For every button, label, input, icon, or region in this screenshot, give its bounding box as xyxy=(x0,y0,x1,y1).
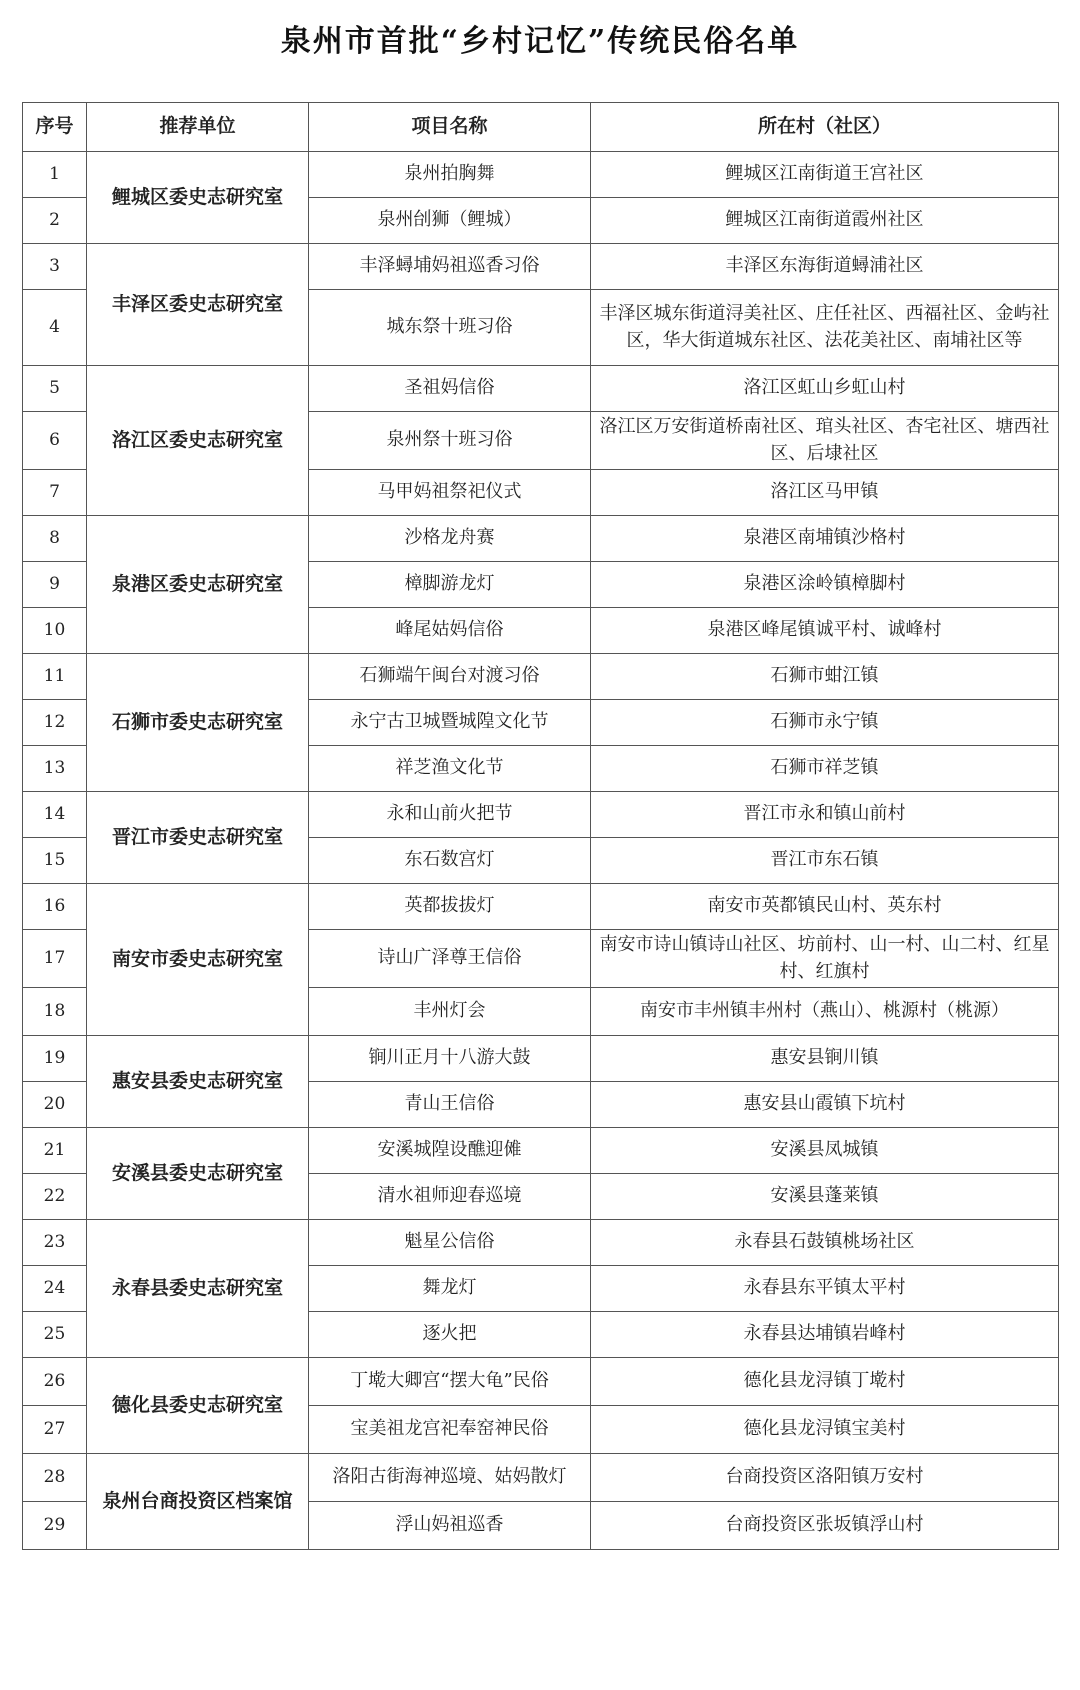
location: 永春县达埔镇岩峰村 xyxy=(591,1312,1059,1358)
item-name: 永和山前火把节 xyxy=(309,792,591,838)
item-name: 永宁古卫城暨城隍文化节 xyxy=(309,700,591,746)
row-no: 11 xyxy=(23,654,87,700)
row-no: 5 xyxy=(23,366,87,412)
table-row xyxy=(23,1128,1059,1174)
item-name: 东石数宫灯 xyxy=(309,838,591,884)
item-name: 丰州灯会 xyxy=(309,988,591,1036)
row-no: 13 xyxy=(23,746,87,792)
row-no: 6 xyxy=(23,412,87,470)
recommending-unit: 晋江市委史志研究室 xyxy=(87,792,309,884)
row-no: 22 xyxy=(23,1174,87,1220)
row-no: 24 xyxy=(23,1266,87,1312)
location: 石狮市蚶江镇 xyxy=(591,654,1059,700)
recommending-unit: 丰泽区委史志研究室 xyxy=(87,244,309,366)
item-name: 樟脚游龙灯 xyxy=(309,562,591,608)
recommending-unit: 安溪县委史志研究室 xyxy=(87,1128,309,1220)
item-name: 安溪城隍设醮迎傩 xyxy=(309,1128,591,1174)
item-name: 清水祖师迎春巡境 xyxy=(309,1174,591,1220)
item-name: 锏川正月十八游大鼓 xyxy=(309,1036,591,1082)
recommending-unit: 惠安县委史志研究室 xyxy=(87,1036,309,1128)
location: 鲤城区江南街道霞州社区 xyxy=(591,198,1059,244)
row-no: 2 xyxy=(23,198,87,244)
location: 南安市诗山镇诗山社区、坊前村、山一村、山二村、红星村、红旗村 xyxy=(591,930,1059,988)
location: 惠安县山霞镇下坑村 xyxy=(591,1082,1059,1128)
table-header-row xyxy=(23,103,1059,152)
location: 永春县石鼓镇桃场社区 xyxy=(591,1220,1059,1266)
table-row xyxy=(23,1454,1059,1502)
item-name: 峰尾姑妈信俗 xyxy=(309,608,591,654)
header-unit: 推荐单位 xyxy=(87,103,309,152)
item-name: 洛阳古街海神巡境、姑妈散灯 xyxy=(309,1454,591,1502)
row-no: 17 xyxy=(23,930,87,988)
table-row xyxy=(23,516,1059,562)
recommending-unit: 洛江区委史志研究室 xyxy=(87,366,309,516)
item-name: 丁墘大卿宫“摆大龟”民俗 xyxy=(309,1358,591,1406)
item-name: 泉州祭十班习俗 xyxy=(309,412,591,470)
table-row xyxy=(23,152,1059,198)
item-name: 石狮端午闽台对渡习俗 xyxy=(309,654,591,700)
item-name: 马甲妈祖祭祀仪式 xyxy=(309,470,591,516)
recommending-unit: 泉州台商投资区档案馆 xyxy=(87,1454,309,1550)
row-no: 8 xyxy=(23,516,87,562)
row-no: 1 xyxy=(23,152,87,198)
item-name: 青山王信俗 xyxy=(309,1082,591,1128)
location: 丰泽区城东街道浔美社区、庄任社区、西福社区、金屿社区，华大街道城东社区、法花美社区、南埔社区等 xyxy=(591,290,1059,366)
item-name: 宝美祖龙宫祀奉窑神民俗 xyxy=(309,1406,591,1454)
row-no: 23 xyxy=(23,1220,87,1266)
row-no: 19 xyxy=(23,1036,87,1082)
location: 安溪县凤城镇 xyxy=(591,1128,1059,1174)
row-no: 10 xyxy=(23,608,87,654)
header-location: 所在村（社区） xyxy=(591,103,1059,152)
location: 惠安县锏川镇 xyxy=(591,1036,1059,1082)
row-no: 4 xyxy=(23,290,87,366)
row-no: 29 xyxy=(23,1502,87,1550)
item-name: 丰泽蟳埔妈祖巡香习俗 xyxy=(309,244,591,290)
table-row xyxy=(23,884,1059,930)
location: 石狮市祥芝镇 xyxy=(591,746,1059,792)
location: 晋江市永和镇山前村 xyxy=(591,792,1059,838)
row-no: 20 xyxy=(23,1082,87,1128)
item-name: 魁星公信俗 xyxy=(309,1220,591,1266)
folk-custom-table xyxy=(22,102,1059,1550)
item-name: 沙格龙舟赛 xyxy=(309,516,591,562)
table-row xyxy=(23,244,1059,290)
row-no: 25 xyxy=(23,1312,87,1358)
table-row xyxy=(23,654,1059,700)
location: 石狮市永宁镇 xyxy=(591,700,1059,746)
row-no: 26 xyxy=(23,1358,87,1406)
row-no: 18 xyxy=(23,988,87,1036)
location: 泉港区涂岭镇樟脚村 xyxy=(591,562,1059,608)
recommending-unit: 泉港区委史志研究室 xyxy=(87,516,309,654)
location: 丰泽区东海街道蟳浦社区 xyxy=(591,244,1059,290)
table-row xyxy=(23,792,1059,838)
item-name: 诗山广泽尊王信俗 xyxy=(309,930,591,988)
item-name: 逐火把 xyxy=(309,1312,591,1358)
location: 泉港区峰尾镇诚平村、诚峰村 xyxy=(591,608,1059,654)
row-no: 14 xyxy=(23,792,87,838)
location: 晋江市东石镇 xyxy=(591,838,1059,884)
row-no: 27 xyxy=(23,1406,87,1454)
row-no: 28 xyxy=(23,1454,87,1502)
location: 永春县东平镇太平村 xyxy=(591,1266,1059,1312)
item-name: 英都拔拔灯 xyxy=(309,884,591,930)
header-no: 序号 xyxy=(23,103,87,152)
row-no: 12 xyxy=(23,700,87,746)
row-no: 3 xyxy=(23,244,87,290)
location: 洛江区马甲镇 xyxy=(591,470,1059,516)
recommending-unit: 鲤城区委史志研究室 xyxy=(87,152,309,244)
location: 洛江区虹山乡虹山村 xyxy=(591,366,1059,412)
location: 鲤城区江南街道王宫社区 xyxy=(591,152,1059,198)
location: 泉港区南埔镇沙格村 xyxy=(591,516,1059,562)
recommending-unit: 永春县委史志研究室 xyxy=(87,1220,309,1358)
row-no: 21 xyxy=(23,1128,87,1174)
location: 南安市丰州镇丰州村（燕山）、桃源村（桃源） xyxy=(591,988,1059,1036)
table-row xyxy=(23,1220,1059,1266)
item-name: 祥芝渔文化节 xyxy=(309,746,591,792)
page-title: 泉州市首批“乡村记忆”传统民俗名单 xyxy=(280,24,800,59)
location: 安溪县蓬莱镇 xyxy=(591,1174,1059,1220)
row-no: 16 xyxy=(23,884,87,930)
location: 台商投资区洛阳镇万安村 xyxy=(591,1454,1059,1502)
item-name: 浮山妈祖巡香 xyxy=(309,1502,591,1550)
recommending-unit: 南安市委史志研究室 xyxy=(87,884,309,1036)
item-name: 泉州刣狮（鲤城） xyxy=(309,198,591,244)
table-row xyxy=(23,1036,1059,1082)
location: 南安市英都镇民山村、英东村 xyxy=(591,884,1059,930)
header-item: 项目名称 xyxy=(309,103,591,152)
item-name: 泉州拍胸舞 xyxy=(309,152,591,198)
row-no: 9 xyxy=(23,562,87,608)
row-no: 7 xyxy=(23,470,87,516)
location: 德化县龙浔镇丁墘村 xyxy=(591,1358,1059,1406)
recommending-unit: 德化县委史志研究室 xyxy=(87,1358,309,1454)
table-row xyxy=(23,1358,1059,1406)
item-name: 城东祭十班习俗 xyxy=(309,290,591,366)
location: 洛江区万安街道桥南社区、琯头社区、杏宅社区、塘西社区、后埭社区 xyxy=(591,412,1059,470)
row-no: 15 xyxy=(23,838,87,884)
recommending-unit: 石狮市委史志研究室 xyxy=(87,654,309,792)
item-name: 圣祖妈信俗 xyxy=(309,366,591,412)
item-name: 舞龙灯 xyxy=(309,1266,591,1312)
location: 德化县龙浔镇宝美村 xyxy=(591,1406,1059,1454)
location: 台商投资区张坂镇浮山村 xyxy=(591,1502,1059,1550)
table-row xyxy=(23,366,1059,412)
